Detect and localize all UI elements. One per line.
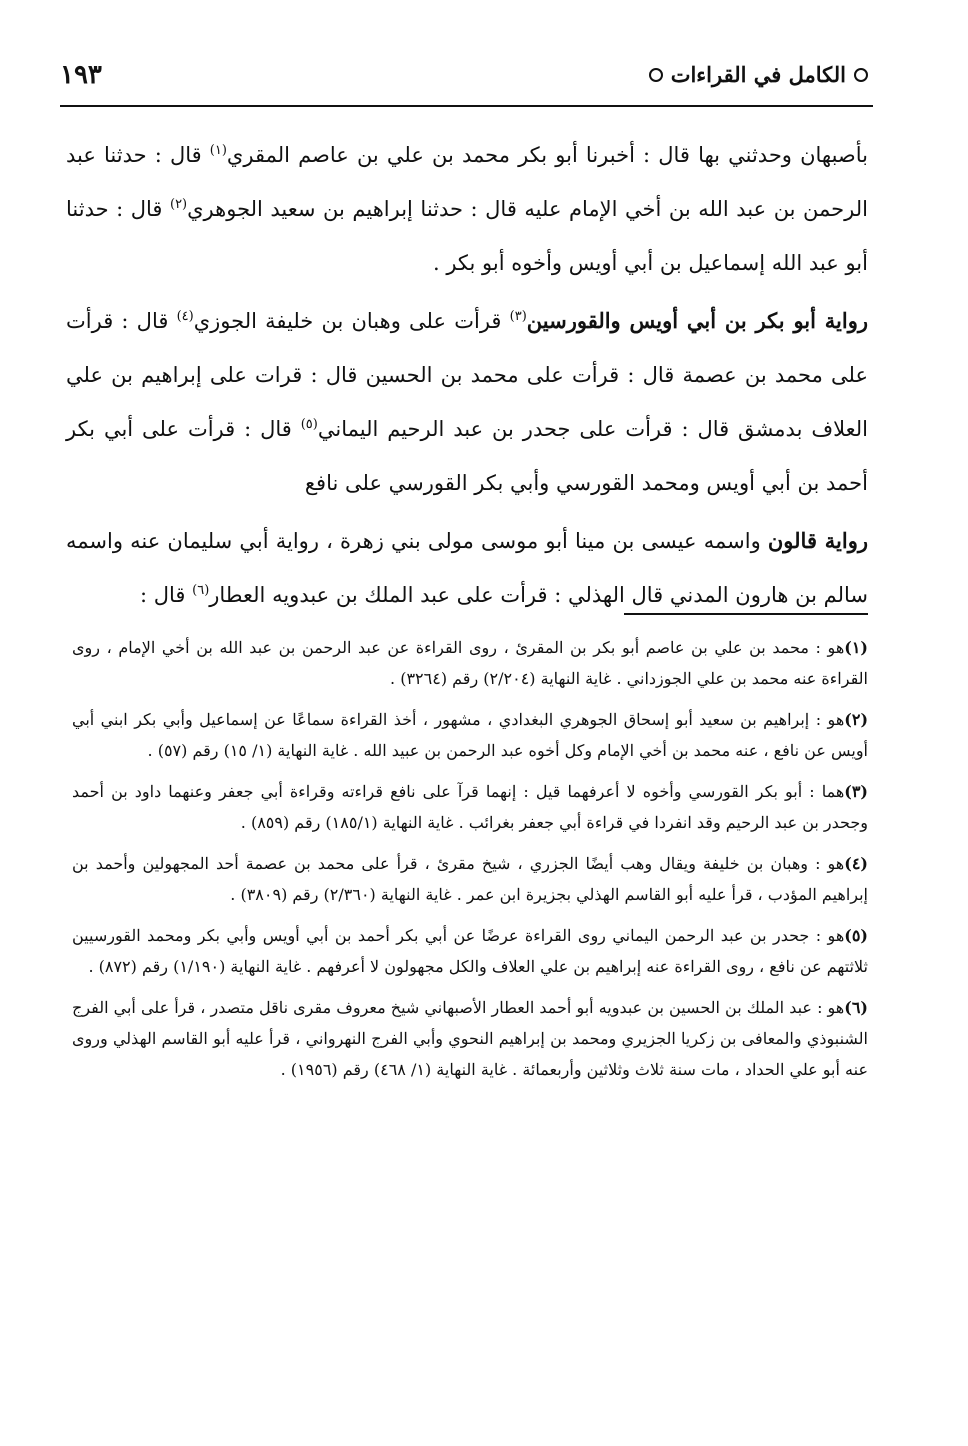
text-run: قال : حدثنا عبد الرحمن بن عبد الله بن أخي الإمام عليه قال : حدثنا إبراهيم بن سعيد الجوهري xyxy=(66,143,868,221)
footnote-6 xyxy=(72,992,868,1085)
page-number: ١٩٣ xyxy=(60,60,102,90)
running-title xyxy=(649,62,868,87)
footnote-3 xyxy=(72,776,868,838)
circle-ornament-icon xyxy=(854,68,868,82)
footnote-text: هو : محمد بن علي بن عاصم أبو بكر بن المقرئ ، روى القراءة عن عبد الرحمن بن عبد الله بن أخي الإمام ، روى القراءة عنه محمد بن علي الجوزداني . غاية النهاية (٢/٢٠٤) رقم (٣٢٦٤) . xyxy=(72,638,868,688)
footnote-ref[interactable]: (٦) xyxy=(192,583,210,598)
text-run: قال : قرأت على محمد بن عصمة قال : قرأت على محمد بن الحسين قال : قرات على إبراهيم بن علي العلاف بدمشق قال : قرأت على جحدر بن عبد الرحيم اليماني xyxy=(66,309,869,441)
footnotes-rule xyxy=(624,613,868,615)
footnote-number: (٢) xyxy=(844,710,869,729)
footnote-text: هو : جحدر بن عبد الرحمن اليماني روى القراءة عرضًا عن أبي بكر أحمد بن أبي أويس وأبي بكر ومحمد القورسيين ثلاثتهم عن نافع ، روى القراءة عنه إبراهيم بن علي العلاف والكل مجهولون لا أعرفهم . غاية النهاية (١/١٩٠) رقم (٨٧٢) . xyxy=(72,926,868,976)
footnote-text: هو : عبد الملك بن الحسين بن عبدويه أبو أحمد العطار الأصبهاني شيخ معروف مقرى ناقل متصدر ، قرأ على أبي الفرج الشنبوذي والمعافى بن زكريا الجزيري ومحمد بن إبراهيم النحوي وأبي الفرج النهرواني ، قرأ عليه أبو القاسم الهذلي وروى عنه أبو علي الحداد ، مات سنة ثلاث وثلاثين وأربعمائة . غاية النهاية (١/ ٤٦٨) رقم (١٩٥٦) . xyxy=(71,998,868,1079)
footnote-number: (١) xyxy=(844,638,868,657)
footnote-text: هما : أبو بكر القورسي وأخوه لا أعرفهما قيل : إنهما قرآ على نافع قراءته وقراءة أبي جعفر وعنهما داود بن أحمد وجحدر بن عبد الرحيم وقد انفردا في قراءة أبي جعفر بغرائب . غاية النهاية (١٨٥/١) رقم (٨٥٩) . xyxy=(72,782,868,832)
paragraph-3 xyxy=(66,514,868,622)
circle-ornament-icon xyxy=(649,68,663,82)
footnote-ref[interactable]: (٤) xyxy=(176,309,194,324)
text-run: قرأت على وهبان بن خليفة الجوزي xyxy=(193,309,510,333)
footnote-5 xyxy=(72,920,868,982)
running-head xyxy=(60,62,868,102)
footnote-1 xyxy=(72,632,868,694)
text-run: قال : xyxy=(140,583,193,607)
paragraph-1 xyxy=(66,128,868,290)
footnote-number: (٥) xyxy=(844,926,868,945)
footnote-text: هو : وهبان بن خليفة ويقال وهب أيضًا الجزري ، شيخ مقرئ ، قرأ على محمد بن عصمة أحد المجهولين وأحمد بن إبراهيم المؤدب ، قرأ عليه أبو القاسم الهذلي بجزيرة ابن عمر . غاية النهاية (٢/٣٦٠) رقم (٣٨٠٩) . xyxy=(72,854,868,904)
footnote-number: (٦) xyxy=(844,998,868,1017)
header-rule xyxy=(60,105,873,107)
footnote-ref[interactable]: (٣) xyxy=(509,309,527,324)
main-text xyxy=(66,128,868,622)
paragraph-2 xyxy=(66,294,868,510)
footnote-text: هو : إبراهيم بن سعيد أبو إسحاق الجوهري البغدادي ، مشهور ، أخذ القراءة سماعًا عن إسماعيل وأبي بكر ابني أبي أويس عن نافع ، عنه محمد بن أخي الإمام وكل أخوه عبد الرحمن بن عبيد الله . غاية النهاية (١/ ١٥) رقم (٥٧) . xyxy=(72,710,868,760)
footnote-number: (٣) xyxy=(844,782,868,801)
footnotes xyxy=(72,632,868,1095)
footnote-number: (٤) xyxy=(844,854,868,873)
text-run: قال : قرأت على أبي بكر أحمد بن أبي أويس ومحمد القورسي وأبي بكر القورسي على نافع xyxy=(66,417,868,495)
footnote-ref[interactable]: (٥) xyxy=(300,417,318,432)
footnote-2 xyxy=(72,704,868,766)
book-title: الكامل في القراءات xyxy=(670,62,846,87)
footnote-4 xyxy=(72,848,868,910)
text-run: قال : حدثنا أبو عبد الله إسماعيل بن أبي أويس وأخوه أبو بكر . xyxy=(66,197,868,275)
text-run: بأصبهان وحدثني بها قال : أخبرنا أبو بكر محمد بن علي بن عاصم المقري xyxy=(226,143,868,167)
section-heading: رواية قالون xyxy=(767,528,868,553)
footnote-ref[interactable]: (١) xyxy=(209,143,227,158)
text-run: واسمه عيسى بن مينا أبو موسى مولى بني زهرة ، رواية أبي سليمان عنه واسمه سالم بن هارون المدني قال الهذلي : قرأت على عبد الملك بن عبدويه العطار xyxy=(66,529,868,607)
section-heading: رواية أبو بكر بن أبي أويس والقورسين xyxy=(526,308,869,333)
footnote-ref[interactable]: (٢) xyxy=(169,197,188,212)
